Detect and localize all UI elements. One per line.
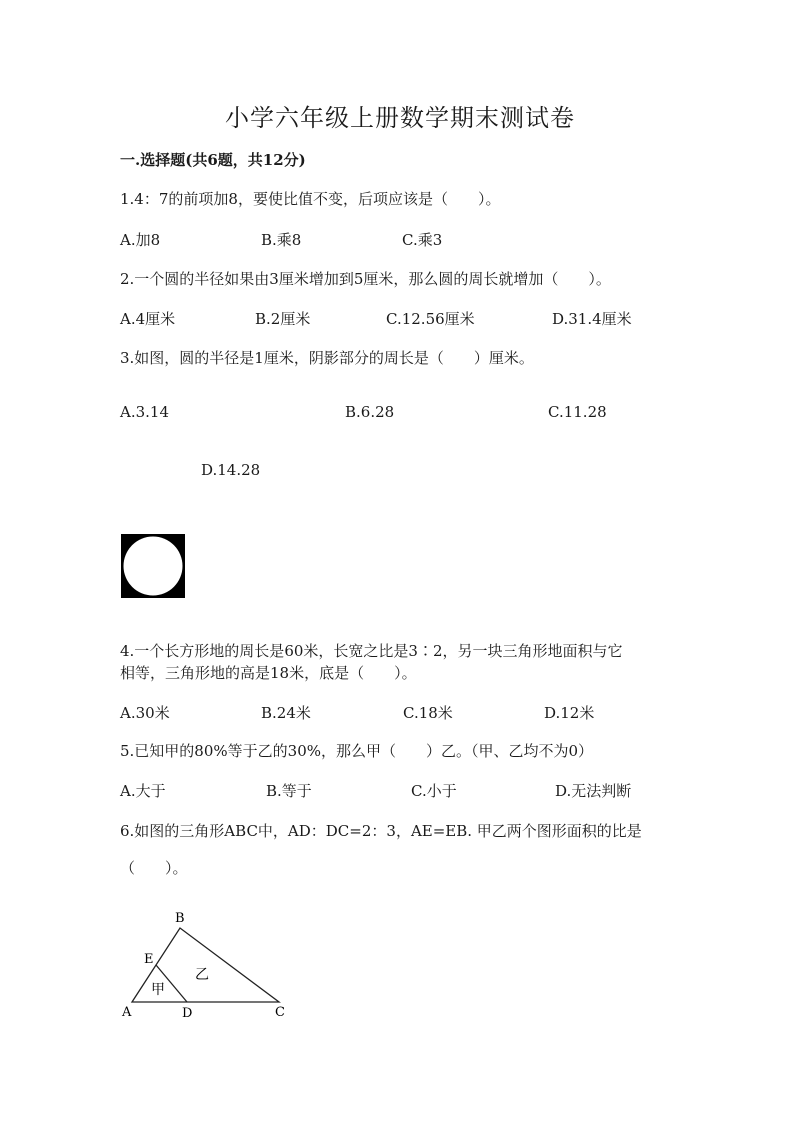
question-5-text: 5.已知甲的80%等于乙的30%，那么甲（ ）乙。（甲、乙均不为0） — [120, 742, 594, 760]
question-3-text: 3.如图，圆的半径是1厘米，阴影部分的周长是（ ）厘米。 — [120, 349, 534, 367]
label-yi: 乙 — [195, 967, 209, 983]
question-4-option-c: C.18米 — [403, 704, 453, 722]
question-4-option-a: A.30米 — [120, 704, 170, 722]
label-d: D — [182, 1006, 193, 1021]
question-1-text: 1.4：7的前项加8，要使比值不变，后项应该是（ ）。 — [120, 190, 501, 208]
page-title: 小学六年级上册数学期末测试卷 — [225, 104, 575, 132]
inner-circle — [124, 537, 183, 596]
label-e: E — [144, 952, 154, 967]
question-5-option-c: C.小于 — [411, 782, 457, 800]
label-jia: 甲 — [151, 982, 165, 998]
label-b: B — [175, 911, 185, 926]
question-2-text: 2.一个圆的半径如果由3厘米增加到5厘米，那么圆的周长就增加（ ）。 — [120, 270, 611, 288]
section-heading: 一.选择题(共6题，共12分) — [120, 151, 306, 169]
question-5-option-a: A.大于 — [120, 782, 166, 800]
question-4-text-line2: 相等，三角形地的高是18米，底是（ ）。 — [120, 664, 417, 682]
question-1-option-b: B.乘8 — [261, 231, 302, 249]
label-c: C — [275, 1005, 285, 1020]
shaded-square-circle-figure — [121, 534, 185, 598]
question-3-option-c: C.11.28 — [548, 403, 607, 421]
question-5-option-d: D.无法判断 — [555, 782, 632, 800]
label-a: A — [122, 1005, 132, 1020]
question-1-option-c: C.乘3 — [402, 231, 443, 249]
question-4-text-line1: 4.一个长方形地的周长是60米，长宽之比是3∶2，另一块三角形地面积与它 — [120, 642, 623, 660]
question-6-text-line1: 6.如图的三角形ABC中，AD：DC=2：3，AE=EB. 甲乙两个图形面积的比是 — [120, 822, 642, 840]
question-2-option-d: D.31.4厘米 — [552, 310, 632, 328]
question-2-option-c: C.12.56厘米 — [386, 310, 475, 328]
question-4-option-b: B.24米 — [261, 704, 311, 722]
question-3-option-a: A.3.14 — [120, 403, 169, 421]
triangle-abc-figure — [118, 905, 298, 1025]
question-4-option-d: D.12米 — [544, 704, 595, 722]
question-2-option-b: B.2厘米 — [255, 310, 311, 328]
question-1-option-a: A.加8 — [120, 231, 161, 249]
question-2-option-a: A.4厘米 — [120, 310, 176, 328]
question-6-text-line2: （ ）。 — [120, 859, 188, 877]
question-3-option-b: B.6.28 — [345, 403, 395, 421]
question-5-option-b: B.等于 — [266, 782, 312, 800]
question-3-option-d: D.14.28 — [201, 461, 261, 479]
